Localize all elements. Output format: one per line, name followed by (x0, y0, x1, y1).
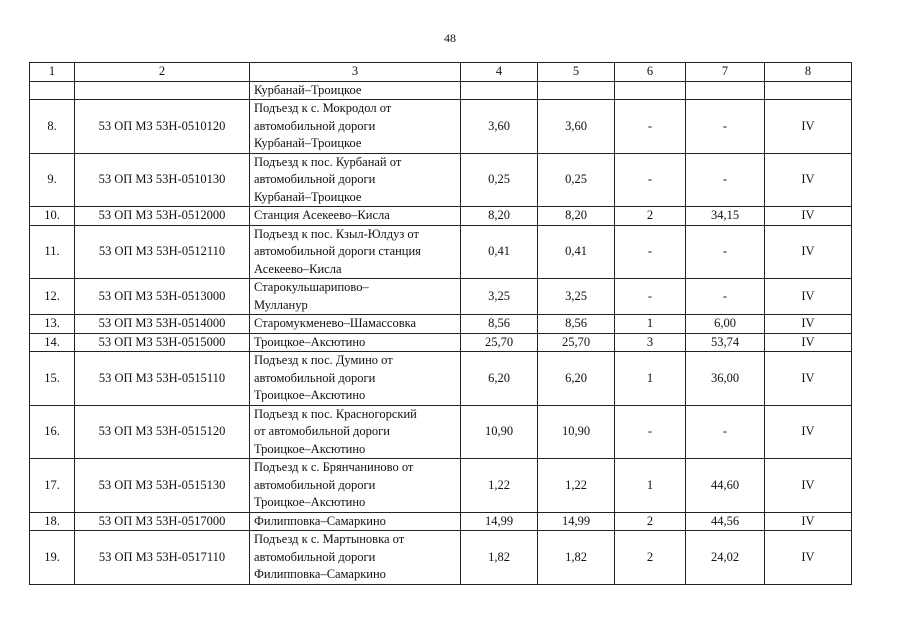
cell-col-6: - (615, 225, 686, 279)
table-row (30, 207, 852, 226)
roads-table (29, 62, 852, 585)
cell-name-line: Троицкое–Аксютино (254, 441, 366, 456)
cell-no: 12. (30, 279, 75, 315)
cell-code (75, 81, 250, 100)
cell-col-8: IV (765, 459, 852, 513)
cell-col-4: 10,90 (461, 405, 538, 459)
cell-name-line: Филипповка–Самаркино (254, 567, 386, 581)
continuation-row (30, 81, 852, 100)
cell-no: 8. (30, 100, 75, 154)
cell-col-4: 8,56 (461, 315, 538, 334)
cell-col-4: 8,20 (461, 207, 538, 226)
cell-name-line: Старокульшарипово– (254, 280, 369, 294)
table-row (30, 512, 852, 531)
cell-code: 53 ОП МЗ 53Н-0512110 (75, 225, 250, 279)
cell-col-5: 25,70 (538, 333, 615, 352)
cell-col-6: - (615, 153, 686, 207)
cell-name (250, 531, 461, 585)
cell-code: 53 ОП МЗ 53Н-0510120 (75, 100, 250, 154)
cell-name-line: Подъезд к с. Брянчаниново от (254, 460, 414, 474)
cell-no (30, 81, 75, 100)
cell-name (250, 352, 461, 406)
cell-name: Курбанай–Троицкое (250, 81, 461, 100)
cell-name-line: Асекеево–Кисла (254, 261, 342, 276)
cell-no: 14. (30, 333, 75, 352)
header-col-1: 1 (30, 63, 75, 82)
cell-col-6: 1 (615, 459, 686, 513)
cell-col-5: 8,20 (538, 207, 615, 226)
cell-col-7: - (686, 279, 765, 315)
header-col-6: 6 (615, 63, 686, 82)
cell-col-4: 3,60 (461, 100, 538, 154)
cell-code: 53 ОП МЗ 53Н-0517110 (75, 531, 250, 585)
header-row (30, 63, 852, 82)
cell-name (250, 459, 461, 513)
cell-col-4: 14,99 (461, 512, 538, 531)
cell-name-line: Станция Асекеево–Кисла (254, 208, 390, 222)
cell-no: 9. (30, 153, 75, 207)
cell-name (250, 315, 461, 334)
cell-col-6: 1 (615, 315, 686, 334)
cell-col-5 (538, 81, 615, 100)
cell-col-8: IV (765, 100, 852, 154)
cell-col-7: - (686, 405, 765, 459)
cell-col-6 (615, 81, 686, 100)
cell-code: 53 ОП МЗ 53Н-0517000 (75, 512, 250, 531)
cell-col-4: 1,82 (461, 531, 538, 585)
cell-col-5: 14,99 (538, 512, 615, 531)
cell-col-7: 36,00 (686, 352, 765, 406)
cell-name-line: Подъезд к с. Мартыновка от (254, 532, 405, 546)
cell-col-5: 10,90 (538, 405, 615, 459)
cell-code: 53 ОП МЗ 53Н-0515120 (75, 405, 250, 459)
cell-name-line: Курбанай–Троицкое (254, 189, 362, 204)
cell-col-4: 25,70 (461, 333, 538, 352)
header-col-5: 5 (538, 63, 615, 82)
cell-no: 11. (30, 225, 75, 279)
cell-name-line: Троицкое–Аксютино (254, 334, 366, 349)
table-row (30, 333, 852, 352)
cell-col-5: 1,82 (538, 531, 615, 585)
cell-name-line: Старомукменево–Шамассовка (254, 316, 417, 330)
header-col-2: 2 (75, 63, 250, 82)
cell-col-5: 0,41 (538, 225, 615, 279)
cell-col-8: IV (765, 352, 852, 406)
table-row (30, 315, 852, 334)
table-row (30, 153, 852, 207)
cell-col-4: 1,22 (461, 459, 538, 513)
header-col-7: 7 (686, 63, 765, 82)
cell-name-line: от автомобильной дороги (254, 424, 390, 438)
cell-col-4: 0,25 (461, 153, 538, 207)
cell-name-line: Курбанай–Троицкое (254, 136, 362, 150)
cell-col-6: 3 (615, 333, 686, 352)
page-number: 48 (444, 31, 456, 45)
cell-name-line: автомобильной дороги (254, 370, 376, 385)
cell-no: 10. (30, 207, 75, 226)
table-row (30, 405, 852, 459)
header-col-4: 4 (461, 63, 538, 82)
cell-code: 53 ОП МЗ 53Н-0512000 (75, 207, 250, 226)
cell-col-6: - (615, 405, 686, 459)
cell-name-line: автомобильной дороги (254, 477, 376, 492)
table-row (30, 225, 852, 279)
cell-name (250, 100, 461, 154)
cell-code: 53 ОП МЗ 53Н-0510130 (75, 153, 250, 207)
cell-no: 17. (30, 459, 75, 513)
table-row (30, 459, 852, 513)
cell-no: 15. (30, 352, 75, 406)
cell-code: 53 ОП МЗ 53Н-0515110 (75, 352, 250, 406)
cell-col-6: - (615, 100, 686, 154)
cell-name-line: Подъезд к пос. Красногорский (254, 406, 417, 421)
cell-col-7: - (686, 153, 765, 207)
cell-code: 53 ОП МЗ 53Н-0515130 (75, 459, 250, 513)
cell-col-8: IV (765, 225, 852, 279)
cell-col-5: 3,60 (538, 100, 615, 154)
cell-name (250, 153, 461, 207)
cell-col-5: 0,25 (538, 153, 615, 207)
cell-col-4: 3,25 (461, 279, 538, 315)
cell-col-7 (686, 81, 765, 100)
cell-name (250, 279, 461, 315)
cell-col-6: 1 (615, 352, 686, 406)
cell-name-line: автомобильной дороги (254, 172, 376, 186)
cell-name-line: Троицкое–Аксютино (254, 495, 366, 509)
cell-col-7: 34,15 (686, 207, 765, 226)
cell-col-7: 6,00 (686, 315, 765, 334)
cell-col-6: 2 (615, 207, 686, 226)
cell-name-line: Троицкое–Аксютино (254, 388, 366, 402)
cell-code: 53 ОП МЗ 53Н-0514000 (75, 315, 250, 334)
cell-col-8: IV (765, 512, 852, 531)
cell-col-5: 1,22 (538, 459, 615, 513)
cell-col-8 (765, 81, 852, 100)
table-row (30, 531, 852, 585)
cell-col-8: IV (765, 531, 852, 585)
cell-code: 53 ОП МЗ 53Н-0513000 (75, 279, 250, 315)
cell-col-7: 53,74 (686, 333, 765, 352)
cell-name-line: автомобильной дороги станция (254, 244, 421, 258)
cell-col-4 (461, 81, 538, 100)
cell-name-line: Подъезд к с. Мокродол от (254, 101, 392, 115)
cell-name (250, 405, 461, 459)
cell-col-7: 44,60 (686, 459, 765, 513)
cell-name (250, 225, 461, 279)
cell-col-6: 2 (615, 512, 686, 531)
cell-col-7: 24,02 (686, 531, 765, 585)
cell-no: 16. (30, 405, 75, 459)
cell-col-7: - (686, 225, 765, 279)
cell-col-8: IV (765, 405, 852, 459)
cell-name-line: Подъезд к пос. Курбанай от (254, 154, 402, 169)
cell-name (250, 512, 461, 531)
table-row (30, 279, 852, 315)
cell-name-line: Филипповка–Самаркино (254, 513, 386, 528)
cell-no: 18. (30, 512, 75, 531)
cell-col-8: IV (765, 279, 852, 315)
header-col-3: 3 (250, 63, 461, 82)
cell-name-line: Мулланур (254, 297, 308, 312)
cell-col-4: 0,41 (461, 225, 538, 279)
cell-col-7: - (686, 100, 765, 154)
header-col-8: 8 (765, 63, 852, 82)
cell-name-line: Подъезд к пос. Думино от (254, 353, 393, 367)
cell-name-line: автомобильной дороги (254, 118, 376, 133)
cell-col-6: 2 (615, 531, 686, 585)
cell-name-line: Подъезд к пос. Кзыл-Юлдуз от (254, 226, 419, 241)
cell-col-8: IV (765, 207, 852, 226)
cell-col-4: 6,20 (461, 352, 538, 406)
table-row (30, 100, 852, 154)
cell-name (250, 207, 461, 226)
cell-col-5: 8,56 (538, 315, 615, 334)
cell-col-8: IV (765, 153, 852, 207)
cell-name-line: автомобильной дороги (254, 549, 376, 564)
cell-col-5: 6,20 (538, 352, 615, 406)
cell-col-7: 44,56 (686, 512, 765, 531)
cell-name (250, 333, 461, 352)
table-row (30, 352, 852, 406)
cell-no: 13. (30, 315, 75, 334)
cell-code: 53 ОП МЗ 53Н-0515000 (75, 333, 250, 352)
cell-col-5: 3,25 (538, 279, 615, 315)
cell-col-6: - (615, 279, 686, 315)
cell-col-8: IV (765, 315, 852, 334)
cell-col-8: IV (765, 333, 852, 352)
cell-no: 19. (30, 531, 75, 585)
